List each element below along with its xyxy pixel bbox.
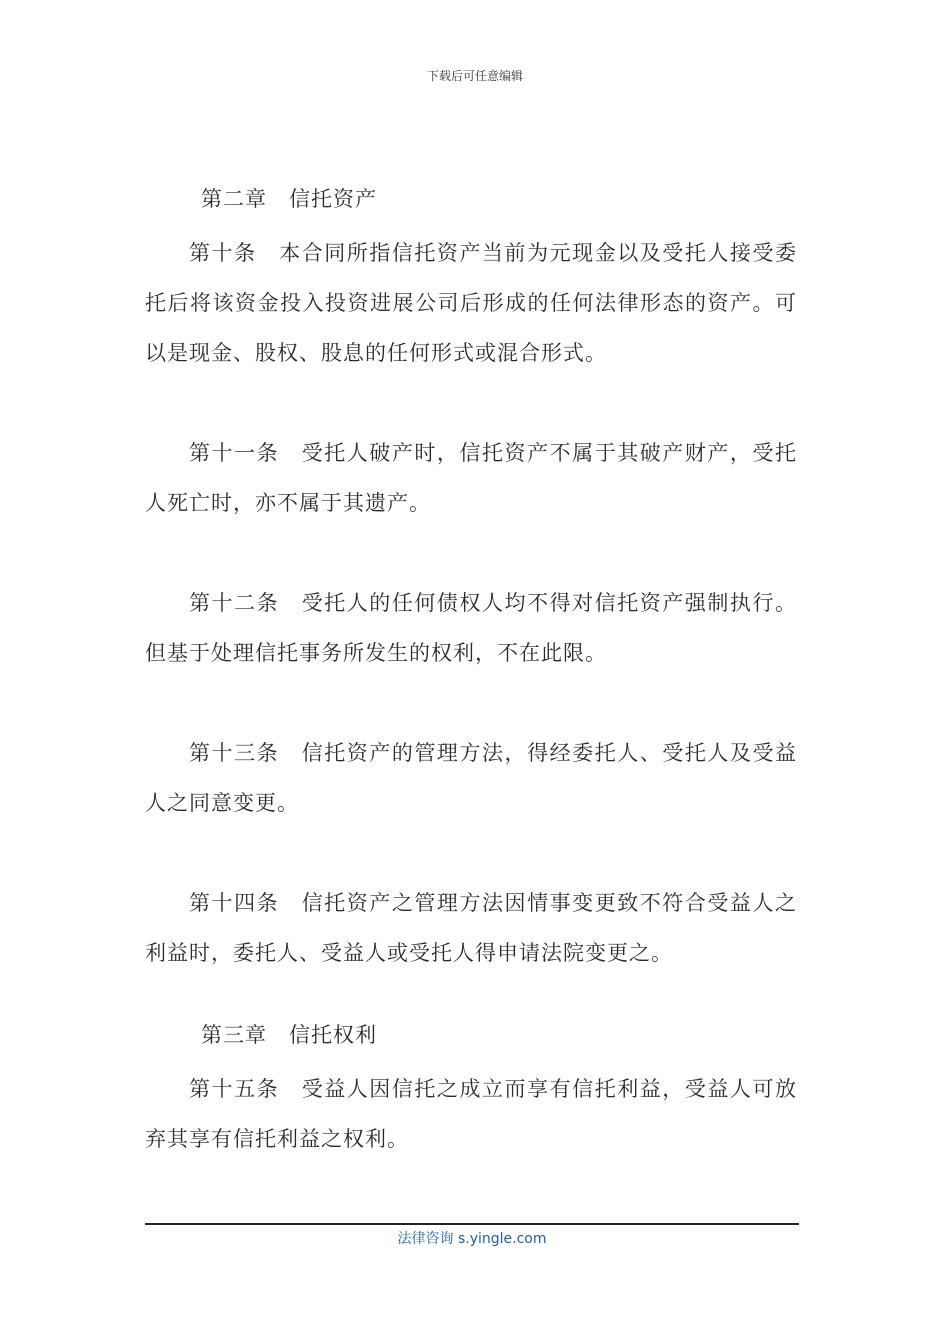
article-11: 第十一条 受托人破产时，信托资产不属于其破产财产，受托人死亡时，亦不属于其遗产。 [145, 441, 797, 515]
chapter-heading-3: 第三章 信托权利 [201, 1023, 377, 1047]
header-note: 下载后可任意编辑 [426, 69, 523, 83]
article-13: 第十三条 信托资产的管理方法，得经委托人、受托人及受益人之同意变更。 [145, 741, 797, 815]
article-10: 第十条 本合同所指信托资产当前为元现金以及受托人接受委托后将该资金投入投资进展公司后形成的任何法律形态的资产。可以是现金、股权、股息的任何形式或混合形式。 [145, 241, 797, 365]
footer-link[interactable]: 法律咨询 s.yingle.com [397, 1231, 547, 1247]
footer-divider [145, 1223, 799, 1225]
article-12: 第十二条 受托人的任何债权人均不得对信托资产强制执行。但基于处理信托事务所发生的权利，不在此限。 [145, 591, 797, 665]
document-body [145, 178, 797, 1164]
article-15: 第十五条 受益人因信托之成立而享有信托利益，受益人可放弃其享有信托利益之权利。 [145, 1077, 797, 1151]
article-14: 第十四条 信托资产之管理方法因情事变更致不符合受益人之利益时，委托人、受益人或受托人得申请法院变更之。 [145, 891, 797, 965]
chapter-heading-2: 第二章 信托资产 [201, 187, 377, 211]
